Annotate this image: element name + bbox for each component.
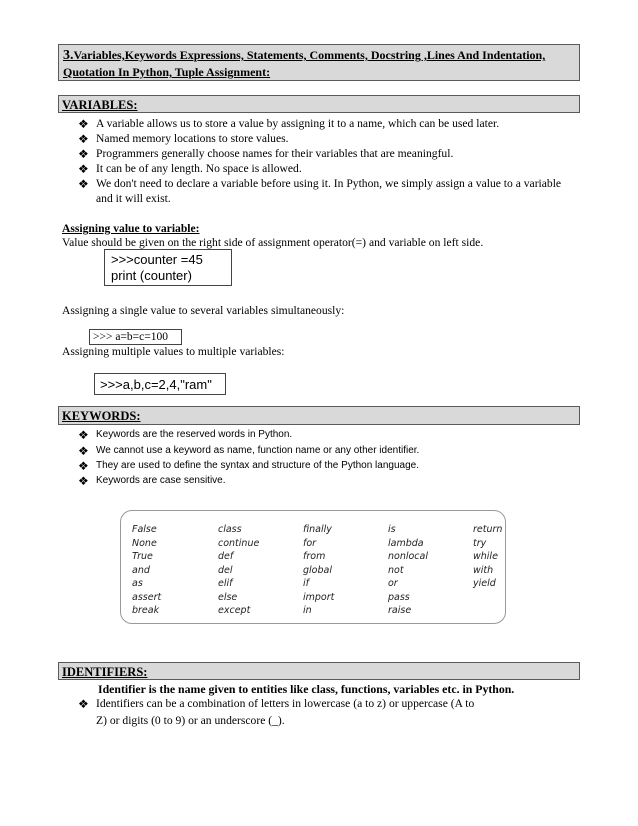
variables-bullet-3: ❖ Programmers generally choose names for their variables that are meaningful. <box>78 147 454 161</box>
keyword-cell: assert <box>132 591 162 603</box>
header-line-2: Quotation In Python, Tuple Assignment: <box>63 65 271 79</box>
keyword-cell: not <box>388 564 404 576</box>
assign-description: Value should be given on the right side of assignment operator(=) and variable on left side. <box>62 236 484 249</box>
diamond-bullet-icon: ❖ <box>78 177 89 191</box>
assign-heading: Assigning value to variable: <box>62 222 200 235</box>
code-block-counter <box>104 249 232 286</box>
keyword-column-1 <box>132 523 161 618</box>
variables-bullet-5: ❖ We don't need to declare a variable before using it. In Python, we simply assign a value to a variable and it will exist. <box>78 177 562 205</box>
keyword-cell: global <box>303 564 332 576</box>
code-multi-text: >>>a,b,c=2,4,"ram" <box>100 377 212 392</box>
code-block-chained <box>89 329 182 345</box>
keywords-bullet-3: ❖ They are used to define the syntax and structure of the Python language. <box>78 459 419 473</box>
keyword-cell: finally <box>303 524 332 535</box>
diamond-bullet-icon: ❖ <box>78 474 89 488</box>
keyword-cell: yield <box>473 578 496 589</box>
keyword-cell: import <box>303 591 335 603</box>
diamond-bullet-icon: ❖ <box>78 117 89 131</box>
keyword-column-2 <box>218 523 259 618</box>
keyword-cell: raise <box>388 605 412 616</box>
identifiers-section-header <box>58 662 580 680</box>
diamond-bullet-icon: ❖ <box>78 444 89 458</box>
keyword-cell: if <box>303 578 309 589</box>
keywords-bullet-1: ❖ Keywords are the reserved words in Python. <box>78 428 293 442</box>
keyword-column-3 <box>303 523 334 618</box>
variables-bullet-2: ❖ Named memory locations to store values. <box>78 132 289 146</box>
keyword-cell: return <box>473 524 503 535</box>
keyword-cell: nonlocal <box>388 551 428 562</box>
keyword-cell: or <box>388 578 398 589</box>
keyword-cell: for <box>303 537 317 549</box>
variables-section-header <box>58 95 580 113</box>
keyword-cell: lambda <box>388 537 424 549</box>
diamond-bullet-icon: ❖ <box>78 697 89 711</box>
keywords-title: KEYWORDS: <box>62 409 141 423</box>
single-value-description: Assigning a single value to several variables simultaneously: <box>62 304 345 317</box>
variables-bullet-1: ❖ A variable allows us to store a value by assigning it to a name, which can be used later. <box>78 117 500 131</box>
keyword-cell: except <box>218 605 251 616</box>
keyword-cell: try <box>473 537 487 549</box>
header-line1-text: Variables,Keywords Expressions, Statements, Comments, Docstring ,Lines And Indentation, <box>73 48 546 62</box>
keyword-column-4 <box>388 523 428 618</box>
code-line-2: print (counter) <box>111 268 192 283</box>
chapter-header <box>58 44 580 81</box>
keyword-column-5 <box>473 523 502 591</box>
keyword-cell: with <box>473 564 494 576</box>
keyword-cell: True <box>132 551 153 562</box>
keyword-cell: and <box>132 564 150 576</box>
keyword-cell: pass <box>388 591 410 603</box>
variables-bullet-4: ❖ It can be of any length. No space is allowed. <box>78 162 302 176</box>
keyword-cell: del <box>218 564 233 576</box>
code-line-1: >>>counter =45 <box>111 252 203 267</box>
header-number: 3. <box>63 48 74 63</box>
keyword-cell: class <box>218 524 242 535</box>
header-line-1 <box>63 47 575 64</box>
identifiers-bullet-line-2: Z) or digits (0 to 9) or an underscore (_). <box>96 713 285 727</box>
keyword-cell: False <box>132 524 157 535</box>
code-block-multi <box>94 373 226 395</box>
keyword-cell: elif <box>218 578 233 589</box>
code-chained-text: >>> a=b=c=100 <box>93 331 168 343</box>
diamond-bullet-icon: ❖ <box>78 162 89 176</box>
diamond-bullet-icon: ❖ <box>78 147 89 161</box>
keywords-bullet-4: ❖ Keywords are case sensitive. <box>78 474 226 488</box>
keyword-cell: is <box>388 524 396 535</box>
keyword-table <box>120 510 506 624</box>
keyword-cell: else <box>218 591 238 603</box>
keywords-section-header <box>58 406 580 425</box>
diamond-bullet-icon: ❖ <box>78 132 89 146</box>
keyword-cell: from <box>303 551 326 562</box>
keyword-cell: continue <box>218 537 260 549</box>
diamond-bullet-icon: ❖ <box>78 459 89 473</box>
keyword-cell: in <box>303 605 312 616</box>
keyword-cell: as <box>132 578 143 589</box>
diamond-bullet-icon: ❖ <box>78 428 89 442</box>
keyword-cell: while <box>473 551 498 562</box>
variables-title: VARIABLES: <box>62 98 138 112</box>
keyword-cell: def <box>218 551 234 562</box>
keywords-bullet-2: ❖ We cannot use a keyword as name, function name or any other identifier. <box>78 444 420 458</box>
identifiers-bullet-line-1: Identifiers can be a combination of letters in lowercase (a to z) or uppercase (A to <box>96 697 475 710</box>
keyword-cell: break <box>132 605 160 616</box>
keyword-cell: None <box>132 537 157 549</box>
identifiers-title: IDENTIFIERS: <box>62 665 148 679</box>
identifiers-bullet-1 <box>78 697 498 728</box>
multi-value-description: Assigning multiple values to multiple variables: <box>62 345 285 358</box>
identifier-definition: Identifier is the name given to entities like class, functions, variables etc. in Python. <box>98 682 515 696</box>
